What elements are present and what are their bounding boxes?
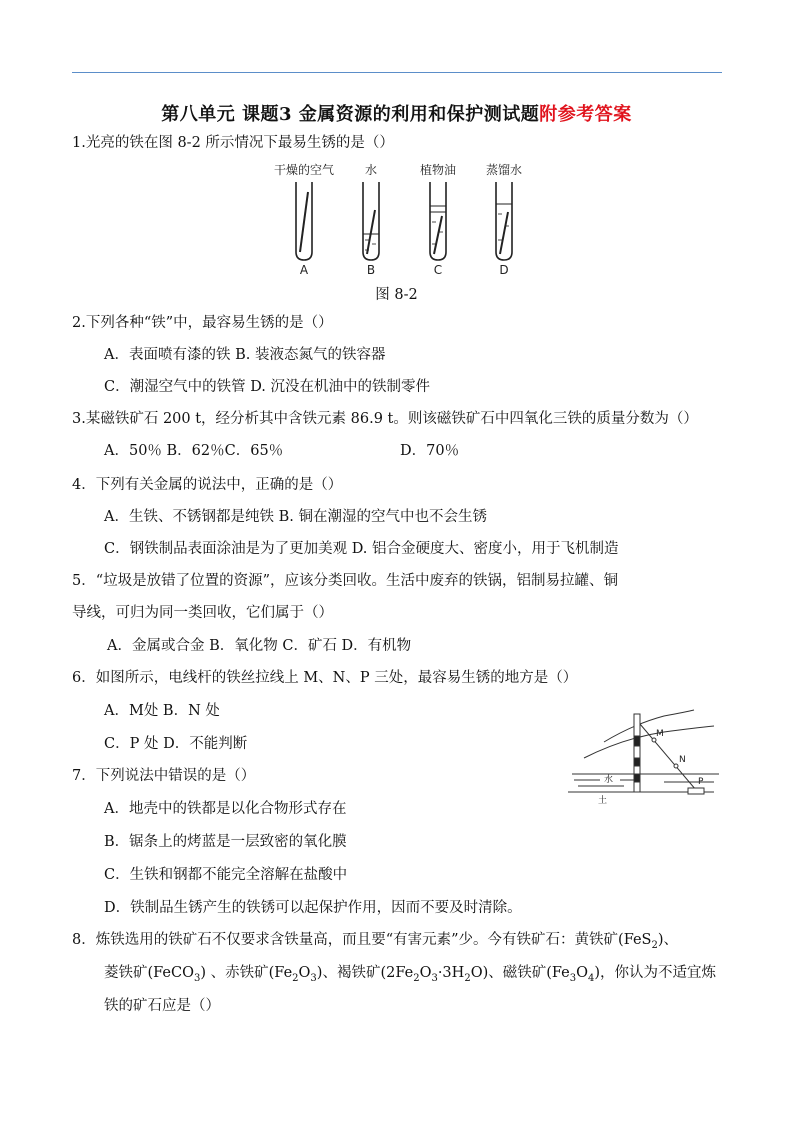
tube-letter-c: C xyxy=(433,263,443,277)
tube-label-a: 干燥的空气 xyxy=(273,163,335,177)
question-3-options-abc: A．50％ B．62％C．65％ xyxy=(104,443,284,459)
question-6: 6．如图所示，电线杆的铁丝拉线上 M、N、P 三处，最容易生锈的地方是（） xyxy=(72,670,578,686)
tube-label-c: 植物油 xyxy=(419,163,457,177)
question-2-options-cd: C．潮湿空气中的铁管 D. 沉没在机油中的铁制零件 xyxy=(104,379,431,395)
tube-letter-b: B xyxy=(366,263,376,277)
question-7-option-a: A．地壳中的铁都是以化合物形式存在 xyxy=(104,801,347,817)
question-8-line-3: 铁的矿石应是（） xyxy=(104,998,220,1014)
tube-b xyxy=(363,182,379,260)
question-7-option-b: B．锯条上的烤蓝是一层致密的氧化膜 xyxy=(104,834,347,850)
question-3: 3.某磁铁矿石 200 t，经分析其中含铁元素 86.9 t。则该磁铁矿石中四氧化三铁的质量分数为（） xyxy=(72,411,698,427)
question-4-options-cd: C．钢铁制品表面涂油是为了更加美观 D. 铝合金硬度大、密度小，用于飞机制造 xyxy=(104,541,619,557)
question-2-options-ab: A．表面喷有漆的铁 B. 装液态氮气的铁容器 xyxy=(104,347,386,363)
tube-a xyxy=(296,182,312,260)
question-4-options-ab: A．生铁、不锈钢都是纯铁 B. 铜在潮湿的空气中也不会生锈 xyxy=(104,509,487,525)
figure-caption: 图 8-2 xyxy=(375,287,418,303)
question-7-option-d: D．铁制品生锈产生的铁锈可以起保护作用，因而不要及时清除。 xyxy=(104,900,522,916)
tube-c xyxy=(430,182,446,260)
tube-letter-d: D xyxy=(499,263,509,277)
question-6-options-ab: A．M处 B．N 处 xyxy=(104,703,220,719)
question-7: 7．下列说法中错误的是（） xyxy=(72,768,256,784)
tube-d xyxy=(496,182,512,260)
figure-utility-pole xyxy=(564,708,724,806)
question-6-options-cd: C．P 处 D．不能判断 xyxy=(104,736,248,752)
pole-label-m: M xyxy=(656,729,664,739)
question-5-line-2: 导线，可归为同一类回收，它们属于（） xyxy=(72,605,333,621)
tube-label-d: 蒸馏水 xyxy=(485,163,523,177)
pole-label-n: N xyxy=(679,755,686,765)
page-title: 第八单元 课题3 金属资源的利用和保护测试题附参考答案 xyxy=(161,104,632,125)
question-5-line-1: 5．“垃圾是放错了位置的资源”，应该分类回收。生活中废弃的铁锅，铝制易拉罐、铜 xyxy=(72,573,619,589)
question-7-option-c: C．生铁和钢都不能完全溶解在盐酸中 xyxy=(104,867,348,883)
pole-label-p: P xyxy=(698,777,704,787)
question-2: 2.下列各种“铁”中，最容易生锈的是（） xyxy=(72,315,333,331)
question-4: 4．下列有关金属的说法中，正确的是（） xyxy=(72,477,343,493)
header-rule xyxy=(72,72,722,73)
pole-label-water: 水 xyxy=(604,775,614,785)
figure-test-tubes xyxy=(268,160,528,278)
tube-label-b: 水 xyxy=(364,163,378,177)
question-3-option-d: D．70％ xyxy=(400,443,460,459)
question-8-line-1: 8．炼铁选用的铁矿石不仅要求含铁量高，而且要“有害元素”少。今有铁矿石：黄铁矿(FeS$_2$)、 xyxy=(72,932,679,951)
title-answer-note: 附参考答案 xyxy=(539,104,632,125)
tube-letter-a: A xyxy=(299,263,309,277)
question-1: 1.光亮的铁在图 8-2 所示情况下最易生锈的是（） xyxy=(72,135,394,151)
pole-label-soil: 土 xyxy=(598,796,608,806)
question-8-line-2: 菱铁矿(FeCO$_3$) 、赤铁矿$(Fe_2O_3)$、褐铁矿$(2Fe_2O_3\cdot 3H_2O)$、磁铁矿$(Fe_3O_4)$，你认为不适宜炼 xyxy=(104,965,717,984)
question-5-options: A．金属或合金 B．氧化物 C．矿石 D．有机物 xyxy=(107,638,412,654)
